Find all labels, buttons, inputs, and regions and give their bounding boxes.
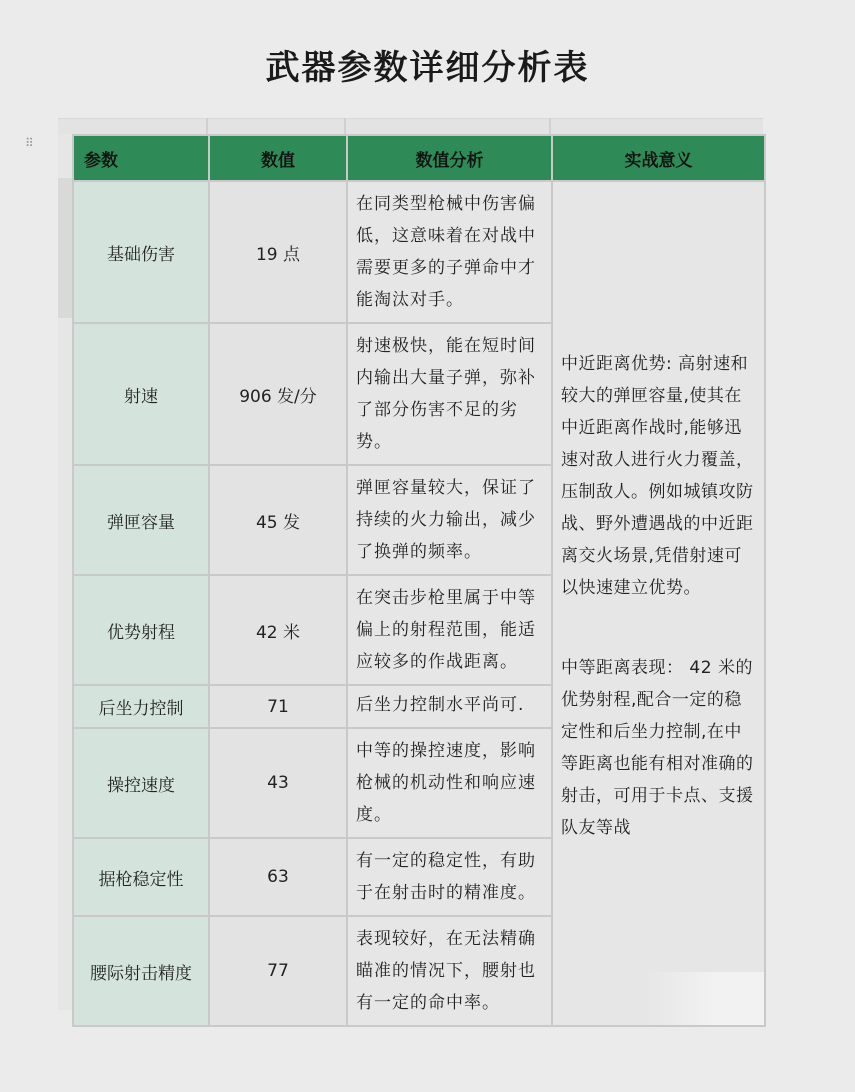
value-cell[interactable]: 43 (209, 728, 347, 838)
analysis-cell[interactable]: 在突击步枪里属于中等偏上的射程范围，能适应较多的作战距离。 (347, 575, 552, 685)
col-header-analysis[interactable]: 数值分析 (347, 135, 552, 181)
column-resize-strip (58, 118, 763, 135)
analysis-cell[interactable]: 表现较好，在无法精确瞄准的情况下，腰射也有一定的命中率。 (347, 916, 552, 1026)
value-cell[interactable]: 42 米 (209, 575, 347, 685)
page-title: 武器参数详细分析表 (265, 48, 590, 88)
col-header-meaning[interactable]: 实战意义 (552, 135, 765, 181)
weapon-params-table (72, 134, 766, 1027)
param-cell[interactable]: 后坐力控制 (73, 685, 209, 728)
value-cell[interactable]: 77 (209, 916, 347, 1026)
analysis-cell[interactable]: 在同类型枪械中伤害偏低，这意味着在对战中需要更多的子弹命中才能淘汰对手。 (347, 181, 552, 323)
param-cell[interactable]: 腰际射击精度 (73, 916, 209, 1026)
param-cell[interactable]: 基础伤害 (73, 181, 209, 323)
analysis-cell[interactable]: 后坐力控制水平尚可. (347, 685, 552, 728)
param-cell[interactable]: 操控速度 (73, 728, 209, 838)
table-row (73, 181, 765, 323)
value-cell[interactable]: 71 (209, 685, 347, 728)
value-cell[interactable]: 63 (209, 838, 347, 916)
meaning-paragraph-2: 中等距离表现： 42 米的优势射程,配合一定的稳定性和后坐力控制,在中等距离也能有相对准确的射击，可用于卡点、支援队友等战 (561, 658, 754, 838)
analysis-cell[interactable]: 中等的操控速度，影响枪械的机动性和响应速度。 (347, 728, 552, 838)
table-header-row (73, 135, 765, 181)
column-divider[interactable] (344, 118, 346, 134)
column-divider[interactable] (206, 118, 208, 134)
meaning-paragraph-1: 中近距离优势: 高射速和较大的弹匣容量,使其在中近距离作战时,能够迅速对敌人进行火力覆盖，压制敌人。例如城镇攻防战、野外遭遇战的中近距离交火场景,凭借射速可以快速建立优势。 (561, 354, 754, 598)
param-cell[interactable]: 射速 (73, 323, 209, 465)
analysis-cell[interactable]: 弹匣容量较大，保证了持续的火力输出，减少了换弹的频率。 (347, 465, 552, 575)
value-cell[interactable]: 906 发/分 (209, 323, 347, 465)
col-header-param[interactable]: 参数 (73, 135, 209, 181)
param-cell[interactable]: 弹匣容量 (73, 465, 209, 575)
column-divider[interactable] (549, 118, 551, 134)
fade-overlay (644, 972, 764, 1026)
drag-handle-icon[interactable]: ⠿ (25, 136, 36, 150)
col-header-value[interactable]: 数值 (209, 135, 347, 181)
meaning-cell[interactable] (552, 181, 765, 1026)
param-cell[interactable]: 优势射程 (73, 575, 209, 685)
row-selector-active[interactable] (58, 178, 72, 318)
value-cell[interactable]: 19 点 (209, 181, 347, 323)
analysis-cell[interactable]: 射速极快，能在短时间内输出大量子弹，弥补了部分伤害不足的劣势。 (347, 323, 552, 465)
param-cell[interactable]: 据枪稳定性 (73, 838, 209, 916)
value-cell[interactable]: 45 发 (209, 465, 347, 575)
analysis-cell[interactable]: 有一定的稳定性，有助于在射击时的精准度。 (347, 838, 552, 916)
